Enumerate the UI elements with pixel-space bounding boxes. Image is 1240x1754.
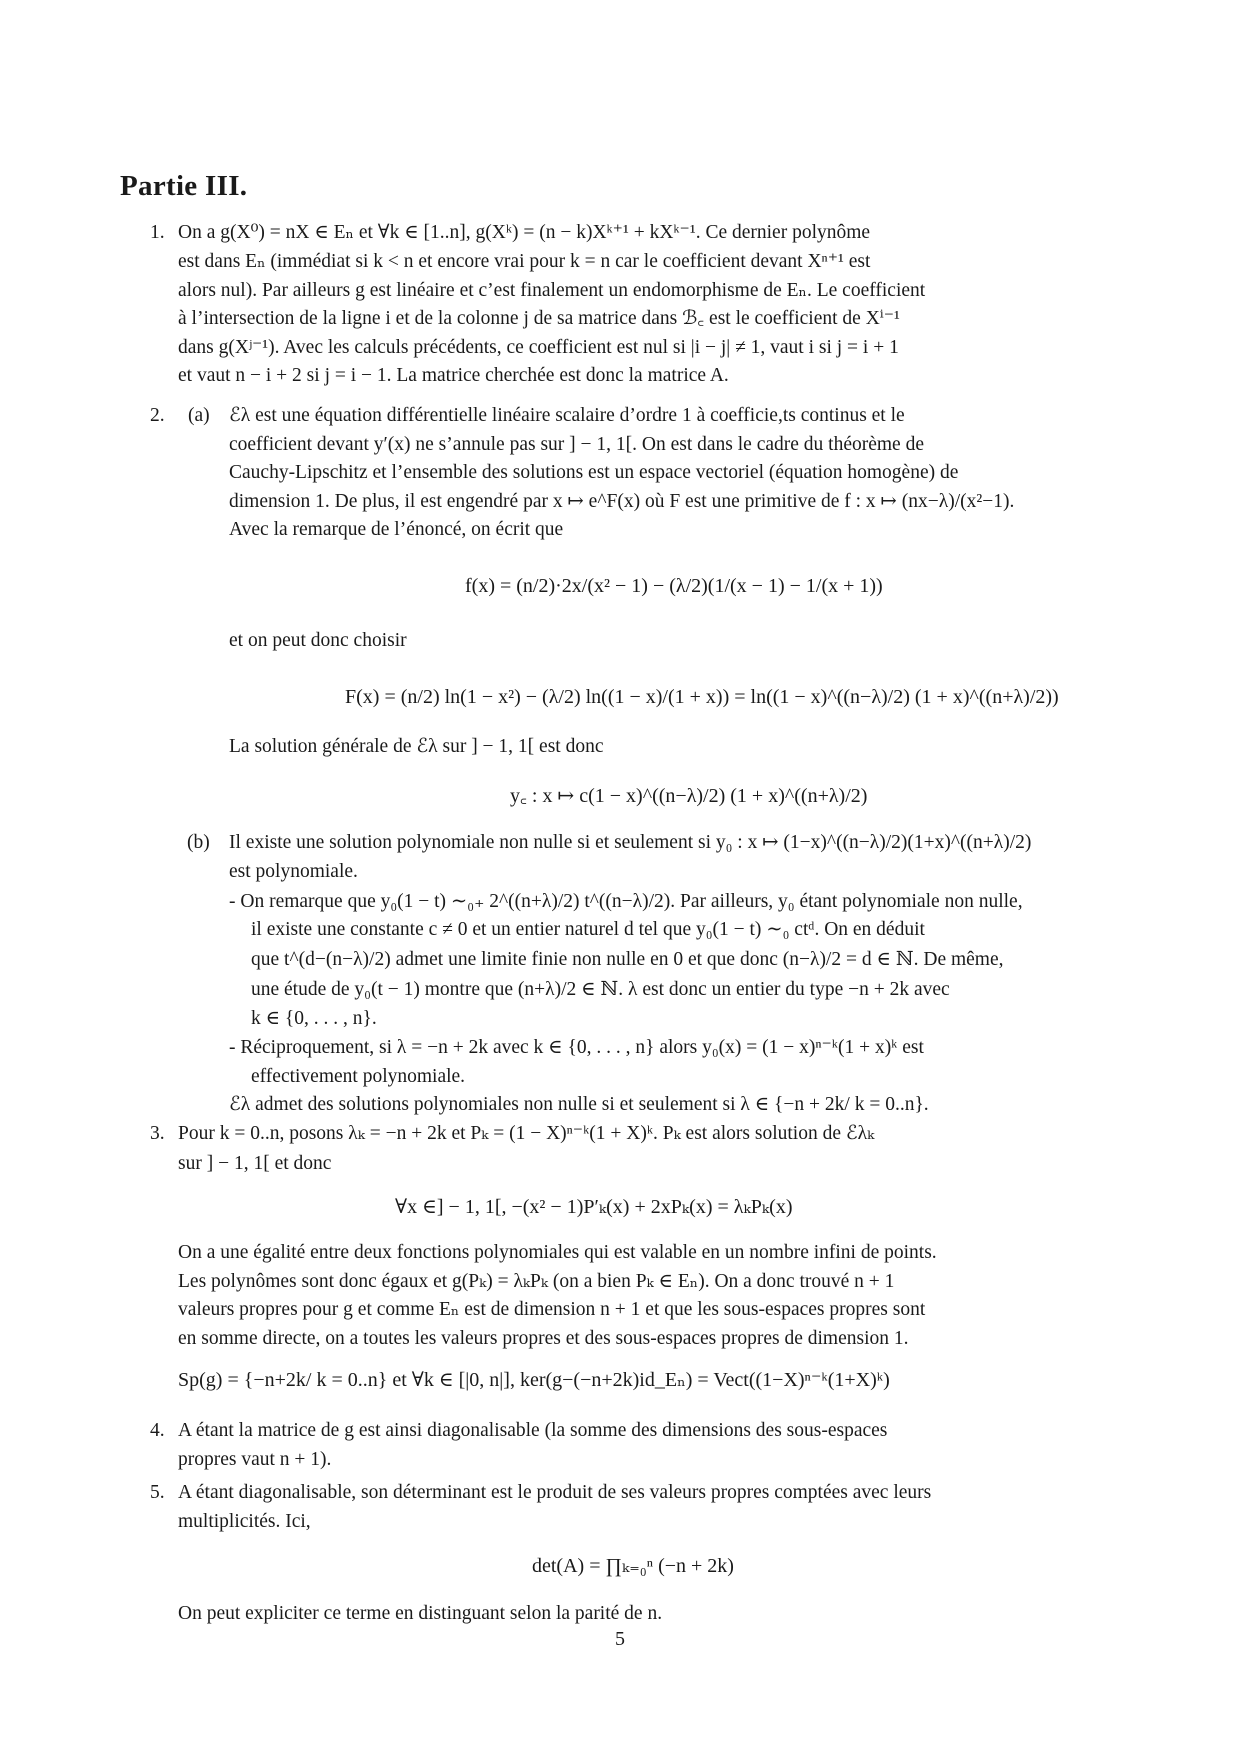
- subitem-label: (a): [188, 405, 210, 426]
- item-number: 1.: [150, 222, 165, 243]
- text-line: alors nul). Par ailleurs g est linéaire et c’est finalement un endomorphisme de Eₙ. Le coefficient: [178, 280, 926, 301]
- text-line: et on peut donc choisir: [229, 630, 407, 651]
- item-number: 3.: [150, 1123, 165, 1144]
- text-line: A étant diagonalisable, son déterminant est le produit de ses valeurs propres comptées avec leurs: [178, 1482, 932, 1503]
- text-line: à l’intersection de la ligne i et de la colonne j de sa matrice dans ℬ꜀ est le coefficient de Xⁱ⁻¹: [178, 308, 900, 329]
- text-line: On a g(X⁰) = nX ∈ Eₙ et ∀k ∈ [1..n], g(Xᵏ) = (n − k)Xᵏ⁺¹ + kXᵏ⁻¹. Ce dernier polynôme: [178, 222, 871, 243]
- text-line: La solution générale de ℰλ sur ] − 1, 1[ est donc: [229, 736, 604, 757]
- text-line: multiplicités. Ici,: [178, 1511, 311, 1532]
- text-line: sur ] − 1, 1[ et donc: [178, 1153, 332, 1174]
- text-line: et vaut n − i + 2 si j = i − 1. La matrice cherchée est donc la matrice A.: [178, 365, 729, 386]
- equation-eigen: ∀x ∈] − 1, 1[, −(x² − 1)P′ₖ(x) + 2xPₖ(x) = λₖPₖ(x): [395, 1196, 793, 1218]
- text-line: effectivement polynomiale.: [251, 1066, 466, 1087]
- text-line: en somme directe, on a toutes les valeurs propres et des sous-espaces propres de dimension 1.: [178, 1328, 909, 1349]
- equation-yc: y꜀ : x ↦ c(1 − x)^((n−λ)/2) (1 + x)^((n+λ)/2): [510, 785, 868, 807]
- text-line: Les polynômes sont donc égaux et g(Pₖ) = λₖPₖ (on a bien Pₖ ∈ Eₙ). On a donc trouvé n + 1: [178, 1271, 895, 1292]
- equation-spectrum: Sp(g) = {−n+2k/ k = 0..n} et ∀k ∈ [|0, n|], ker(g−(−n+2k)id_Eₙ) = Vect((1−X)ⁿ⁻ᵏ(1+X)ᵏ): [178, 1369, 890, 1391]
- text-line: il existe une constante c ≠ 0 et un entier naturel d tel que y₀(1 − t) ∼₀ ctᵈ. On en déduit: [251, 919, 925, 940]
- item-number: 2.: [150, 405, 165, 426]
- text-line: est polynomiale.: [229, 861, 358, 882]
- text-line: dans g(Xʲ⁻¹). Avec les calculs précédents, ce coefficient est nul si |i − j| ≠ 1, vaut i si j = i + 1: [178, 337, 899, 358]
- bullet-line: - On remarque que y₀(1 − t) ∼₀₊ 2^((n+λ)/2) t^((n−λ)/2). Par ailleurs, y₀ étant polynomiale non nulle,: [229, 891, 1023, 912]
- text-line: A étant la matrice de g est ainsi diagonalisable (la somme des dimensions des sous-espaces: [178, 1420, 888, 1441]
- text-line: On a une égalité entre deux fonctions polynomiales qui est valable en un nombre infini de points.: [178, 1242, 937, 1263]
- text-line: Pour k = 0..n, posons λₖ = −n + 2k et Pₖ = (1 − X)ⁿ⁻ᵏ(1 + X)ᵏ. Pₖ est alors solution de ℰλₖ: [178, 1123, 875, 1144]
- section-title: Partie III.: [120, 170, 248, 202]
- text-line: dimension 1. De plus, il est engendré par x ↦ e^F(x) où F est une primitive de f : x ↦ (nx−λ)/(x²−1).: [229, 491, 1015, 512]
- text-line: coefficient devant y′(x) ne s’annule pas sur ] − 1, 1[. On est dans le cadre du théorème de: [229, 434, 924, 455]
- page-number: 5: [615, 1628, 625, 1650]
- item-number: 5.: [150, 1482, 165, 1503]
- text-line: ℰλ est une équation différentielle linéaire scalaire d’ordre 1 à coefficie,ts continus et le: [229, 405, 905, 426]
- equation-determinant: det(A) = ∏ₖ₌₀ⁿ (−n + 2k): [532, 1555, 734, 1577]
- text-line: une étude de y₀(t − 1) montre que (n+λ)/2 ∈ ℕ. λ est donc un entier du type −n + 2k avec: [251, 979, 950, 1000]
- text-line: est dans Eₙ (immédiat si k < n et encore vrai pour k = n car le coefficient devant Xⁿ⁺¹ est: [178, 251, 871, 272]
- bullet-line: - Réciproquement, si λ = −n + 2k avec k ∈ {0, . . . , n} alors y₀(x) = (1 − x)ⁿ⁻ᵏ(1 + x)ᵏ est: [229, 1037, 924, 1058]
- text-line: valeurs propres pour g et comme Eₙ est de dimension n + 1 et que les sous-espaces propres sont: [178, 1299, 926, 1320]
- equation-F: F(x) = (n/2) ln(1 − x²) − (λ/2) ln((1 − x)/(1 + x)) = ln((1 − x)^((n−λ)/2) (1 + x)^((n+λ)/2)): [345, 686, 1059, 708]
- item-number: 4.: [150, 1420, 165, 1441]
- text-line: ℰλ admet des solutions polynomiales non nulle si et seulement si λ ∈ {−n + 2k/ k = 0..n}.: [229, 1094, 929, 1115]
- text-line: que t^(d−(n−λ)/2) admet une limite finie non nulle en 0 et que donc (n−λ)/2 = d ∈ ℕ. De même,: [251, 949, 1004, 970]
- subitem-label: (b): [187, 832, 210, 853]
- equation-f: f(x) = (n/2)·2x/(x² − 1) − (λ/2)(1/(x − 1) − 1/(x + 1)): [465, 575, 883, 597]
- text-line: k ∈ {0, . . . , n}.: [251, 1008, 377, 1029]
- text-line: propres vaut n + 1).: [178, 1449, 332, 1470]
- text-line: On peut expliciter ce terme en distinguant selon la parité de n.: [178, 1603, 663, 1624]
- text-line: Cauchy-Lipschitz et l’ensemble des solutions est un espace vectoriel (équation homogène) de: [229, 462, 959, 483]
- text-line: Avec la remarque de l’énoncé, on écrit que: [229, 519, 564, 540]
- text-line: Il existe une solution polynomiale non nulle si et seulement si y₀ : x ↦ (1−x)^((n−λ)/2)(1+x)^((n+λ)/2): [229, 832, 1032, 853]
